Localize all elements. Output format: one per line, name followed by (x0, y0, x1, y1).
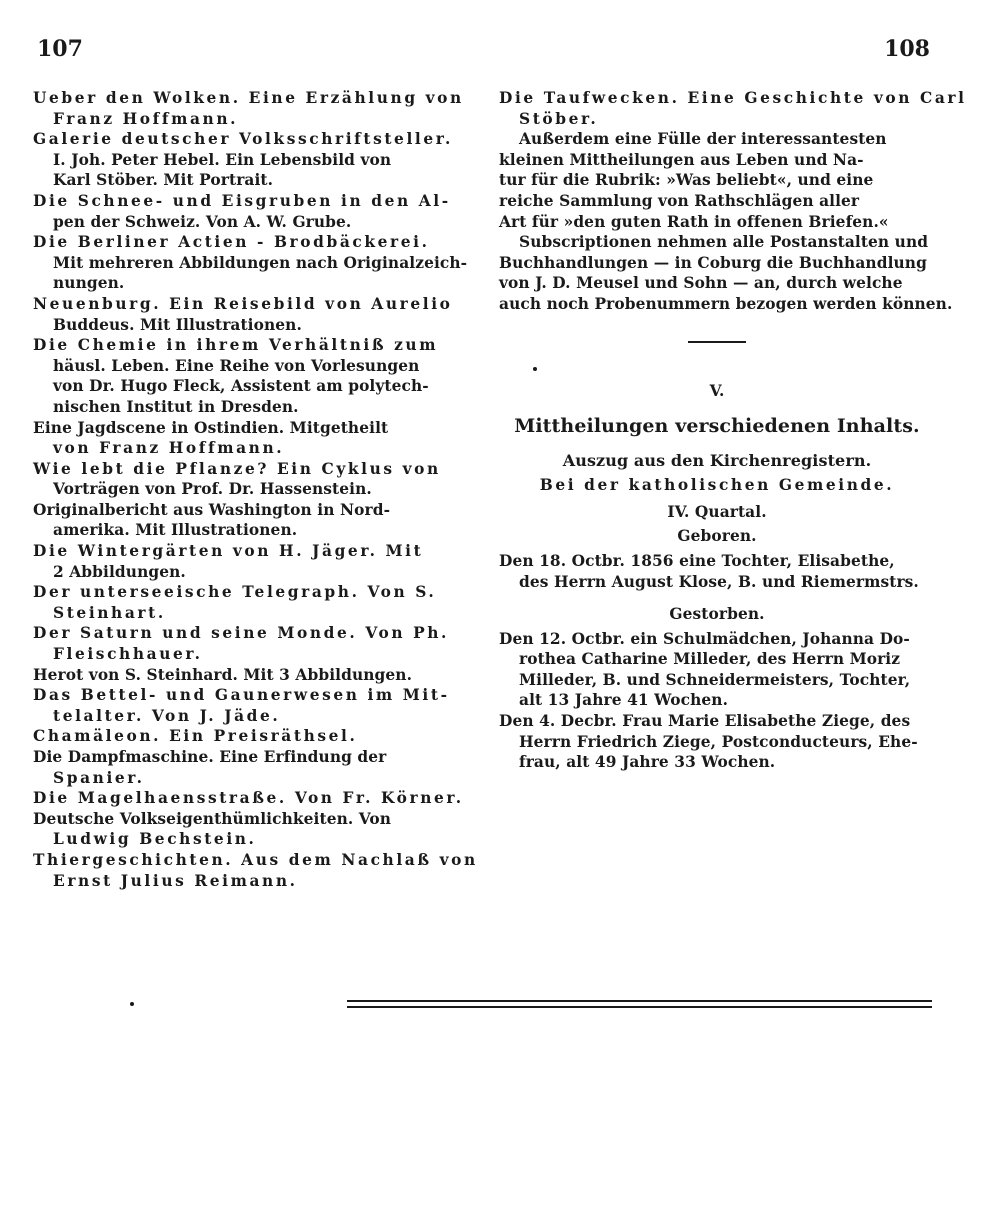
entry-line: rothea Catharine Milleder, des Herrn Moriz (519, 650, 901, 669)
contents-entry (33, 129, 471, 191)
contents-entry (33, 623, 471, 664)
born-heading: Geboren. (677, 527, 757, 546)
entry-line: Chamäleon. Ein Preisräthsel. (33, 727, 358, 746)
paragraph-line: tur für die Rubrik: »Was beliebt«, und eine (499, 171, 874, 190)
parish-heading: Bei der katholischen Gemeinde. (539, 476, 895, 495)
entry-line: telalter. Von J. Jäde. (53, 706, 281, 725)
paragraph-line: Buchhandlungen — in Coburg die Buchhandlung (499, 253, 927, 272)
contents-entry (33, 726, 471, 747)
contents-entry (33, 459, 471, 500)
entry-line: 2 Abbildungen. (53, 562, 186, 581)
paragraph-line: kleinen Mittheilungen aus Leben und Na- (499, 150, 864, 169)
entry-line: Thiergeschichten. Aus dem Nachlaß von (33, 850, 478, 869)
paragraph-line: Subscriptionen nehmen alle Postanstalten und (519, 233, 929, 252)
contents-entry (33, 500, 471, 541)
page-number-left: 107 (37, 36, 83, 62)
contents-entry (33, 685, 471, 726)
entry-line: Die Magelhaensstraße. Von Fr. Körner. (33, 789, 464, 808)
born-entry (499, 551, 935, 592)
entry-line: Neuenburg. Ein Reisebild von Aurelio (33, 294, 453, 313)
paragraph-line: reiche Sammlung von Rathschlägen aller (499, 191, 860, 210)
entry-line: Fleischhauer. (53, 645, 203, 664)
paragraph-line: von J. D. Meusel und Sohn — an, durch welche (499, 274, 903, 293)
contents-entry (33, 294, 471, 335)
entry-line: nungen. (53, 274, 125, 293)
entry-line: Eine Jagdscene in Ostindien. Mitgetheilt (33, 418, 389, 437)
entry-line: Galerie deutscher Volksschriftsteller. (33, 130, 453, 149)
entry-line: Vorträgen von Prof. Dr. Hassenstein. (53, 480, 372, 499)
entry-line: Deutsche Volkseigenthümlichkeiten. Von (33, 809, 392, 828)
died-entry (499, 629, 935, 711)
entry-line: Ernst Julius Reimann. (53, 871, 298, 890)
section-number: V. (709, 381, 725, 400)
entry-line: Karl Stöber. Mit Portrait. (53, 171, 274, 190)
entry-line: Den 18. Octbr. 1856 eine Tochter, Elisabethe, (499, 551, 895, 570)
contents-entry (33, 809, 471, 850)
entry-line: Herrn Friedrich Ziege, Postconducteurs, Ehe- (519, 732, 918, 751)
contents-entry (33, 747, 471, 788)
contents-entry (33, 541, 471, 582)
left-column (33, 88, 478, 891)
paragraph-line: Außerdem eine Fülle der interessantesten (519, 130, 887, 149)
entry-line: Ludwig Bechstein. (53, 830, 257, 849)
entry-line: Der Saturn und seine Monde. Von Ph. (33, 624, 450, 643)
entry-line: frau, alt 49 Jahre 33 Wochen. (519, 753, 776, 772)
entry-line: Der unterseeische Telegraph. Von S. (33, 583, 437, 602)
entry-line: Milleder, B. und Schneidermeisters, Tochter, (519, 670, 911, 689)
section-title: Mittheilungen verschiedenen Inhalts. (514, 415, 920, 438)
contents-entry (33, 582, 471, 623)
contents-entry (33, 191, 471, 232)
entry-line: I. Joh. Peter Hebel. Ein Lebensbild von (53, 150, 392, 169)
entry-line: Buddeus. Mit Illustrationen. (53, 315, 302, 334)
entry-line: Das Bettel- und Gaunerwesen im Mit- (33, 686, 450, 705)
entry-line: Die Dampfmaschine. Eine Erfindung der (33, 748, 387, 766)
entry-line: Ueber den Wolken. Eine Erzählung von (33, 89, 464, 107)
entry-line: Spanier. (53, 768, 145, 787)
entry-line: nischen Institut in Dresden. (53, 397, 299, 416)
paragraph-line: Art für »den guten Rath in offenen Briefen.« (499, 212, 889, 231)
quarter-heading: IV. Quartal. (667, 502, 767, 521)
died-entry (499, 711, 935, 773)
entry-line: pen der Schweiz. Von A. W. Grube. (53, 212, 352, 231)
entry-line: Die Taufwecken. Eine Geschichte von Carl (499, 89, 967, 107)
entry-line: Wie lebt die Pflanze? Ein Cyklus von (33, 459, 441, 478)
entry-line: Die Chemie in ihrem Verhältniß zum (33, 336, 439, 355)
right-column (499, 88, 967, 773)
bottom-double-rule (347, 1000, 932, 1008)
entry-line: Mit mehreren Abbildungen nach Originalzeich- (53, 253, 468, 272)
contents-entry (33, 335, 471, 417)
entry-line: Die Berliner Actien - Brodbäckerei. (33, 233, 430, 252)
entry-line: Steinhart. (53, 603, 166, 622)
entry-line: amerika. Mit Illustrationen. (53, 521, 298, 540)
contents-entry (33, 665, 471, 686)
contents-entry (33, 850, 478, 891)
contents-entry (499, 88, 967, 129)
more-text-paragraph (499, 129, 935, 232)
subscription-paragraph (499, 232, 953, 314)
entry-line: Den 4. Decbr. Frau Marie Elisabethe Ziege, des (499, 712, 911, 731)
contents-entry (33, 418, 471, 459)
entry-line: von Dr. Hugo Fleck, Assistent am polytech- (53, 377, 429, 396)
contents-entry (33, 88, 471, 129)
sub-title: Auszug aus den Kirchenregistern. (562, 451, 872, 471)
entry-line: Franz Hoffmann. (53, 109, 239, 128)
entry-line: Die Schnee- und Eisgruben in den Al- (33, 191, 451, 210)
entry-line: Originalbericht aus Washington in Nord- (33, 500, 391, 519)
paragraph-line: auch noch Probenummern bezogen werden können. (499, 294, 953, 313)
entry-line: häusl. Leben. Eine Reihe von Vorlesungen (53, 356, 420, 375)
contents-entry (33, 232, 471, 294)
entry-line: Die Wintergärten von H. Jäger. Mit (33, 542, 424, 561)
entry-line: alt 13 Jahre 41 Wochen. (519, 691, 729, 710)
separator-rule (688, 341, 746, 343)
stray-dot (130, 1002, 134, 1006)
entry-line: Stöber. (519, 109, 599, 128)
entry-line: des Herrn August Klose, B. und Riemermstrs. (519, 572, 919, 591)
entry-line: Herot von S. Steinhard. Mit 3 Abbildungen. (33, 665, 413, 684)
stray-dot (533, 367, 537, 371)
page-number-right: 108 (884, 36, 930, 62)
entry-line: von Franz Hoffmann. (53, 439, 285, 458)
contents-entry (33, 788, 471, 809)
died-heading: Gestorben. (669, 605, 765, 624)
entry-line: Den 12. Octbr. ein Schulmädchen, Johanna Do- (499, 629, 910, 648)
